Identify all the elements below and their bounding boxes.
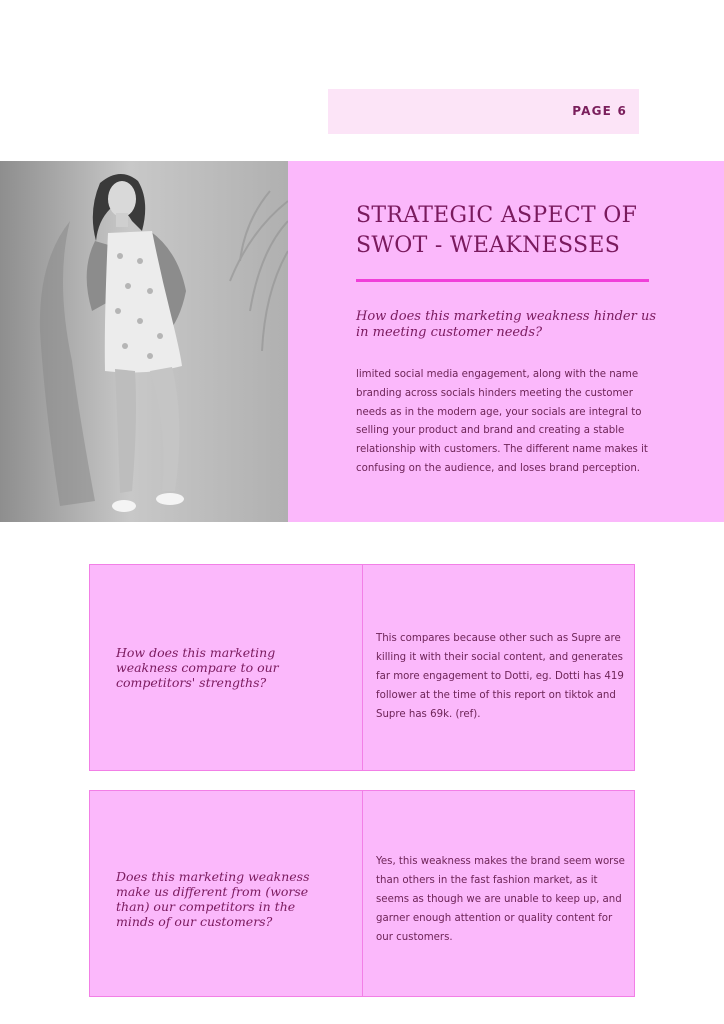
fashion-model-photo-icon bbox=[0, 161, 288, 522]
hero-section bbox=[0, 161, 724, 522]
page-title: STRATEGIC ASPECT OF SWOT - WEAKNESSES bbox=[356, 203, 638, 258]
card-answer: This compares because other such as Supre are killing it with their social content, and generates far more engagement to Dotti, eg. Dotti has 419 follower at the time of this report on tiktok and Supre has 69k. (ref). bbox=[376, 633, 624, 720]
hero-question: How does this marketing weakness hinder us in meeting customer needs? bbox=[356, 309, 656, 340]
hero-body-text: limited social media engagement, along with the name branding across socials hinders meeting the customer needs as in the modern age, your socials are integral to selling your product and brand and creating a stable relationship with customers. The different name makes it confusing on the audience, and loses brand perception. bbox=[356, 369, 648, 474]
model-illustration bbox=[0, 161, 288, 522]
competitor-comparison-card bbox=[89, 564, 635, 771]
card-question: Does this marketing weakness make us different from (worse than) our competitors in the minds of our customers? bbox=[116, 869, 310, 929]
card-divider bbox=[362, 791, 363, 996]
card-answer: Yes, this weakness makes the brand seem worse than others in the fast fashion market, as it seems as though we are unable to keep up, and garner enough attention or quality content for our customers. bbox=[376, 856, 625, 943]
customer-perception-card bbox=[89, 790, 635, 997]
page-number-tab bbox=[328, 89, 639, 134]
card-divider bbox=[362, 565, 363, 770]
page-number-label: PAGE 6 bbox=[572, 104, 627, 118]
title-underline bbox=[356, 279, 649, 282]
card-question: How does this marketing weakness compare to our competitors' strengths? bbox=[116, 645, 279, 690]
